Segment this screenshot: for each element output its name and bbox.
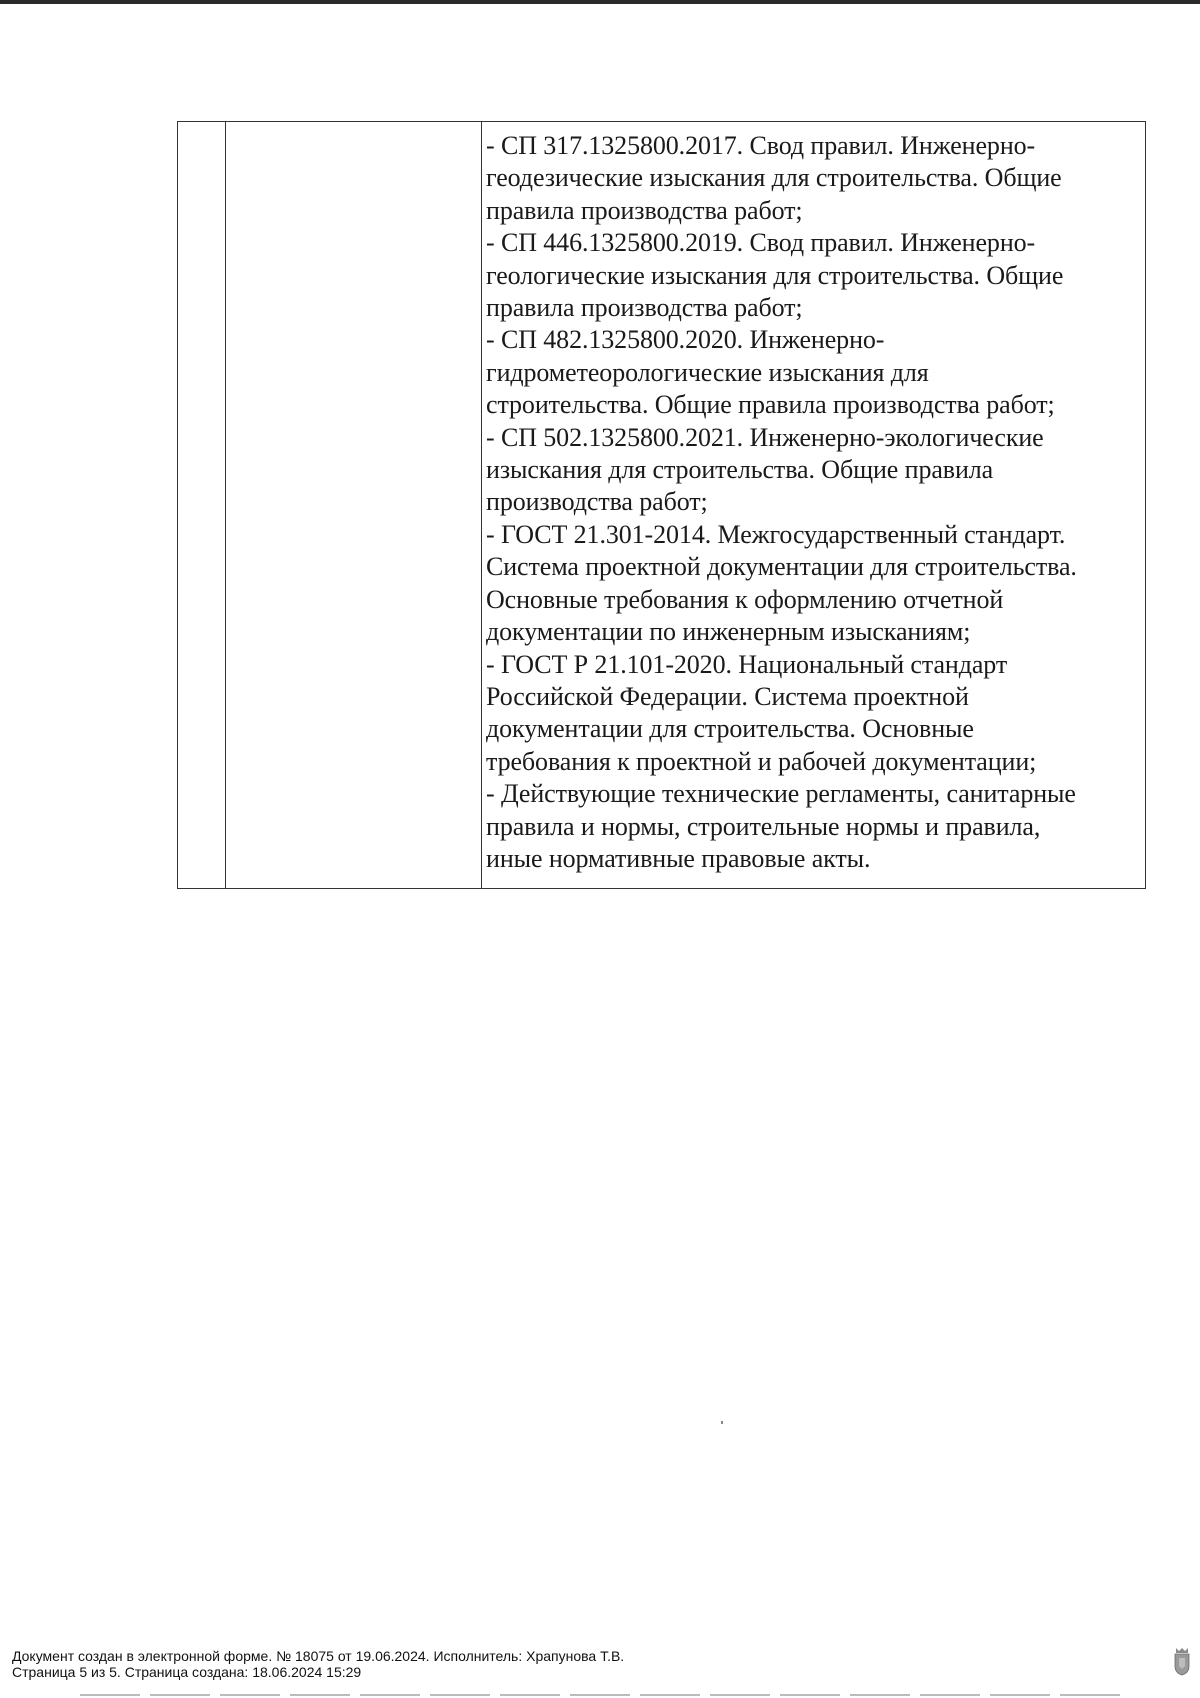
text-line: геодезические изыскания для строительства. Общие (486, 163, 1062, 193)
text-line: документации по инженерным изысканиям; (486, 617, 971, 647)
text-line: - ГОСТ Р 21.101-2020. Национальный стандарт (486, 649, 1008, 679)
text-line: - СП 482.1325800.2020. Инженерно- (486, 325, 885, 355)
text-line: правила производства работ; (486, 293, 803, 323)
text-line: Российской Федерации. Система проектной (486, 681, 969, 711)
text-line: Основные требования к оформлению отчетной (486, 584, 1004, 614)
scan-speck (721, 1421, 723, 1424)
text-line: геологические изыскания для строительства. Общие (486, 260, 1064, 290)
text-line: гидрометеорологические изыскания для (486, 357, 929, 387)
table-column-divider-1 (225, 122, 226, 888)
text-line: - СП 317.1325800.2017. Свод правил. Инженерно- (486, 131, 1036, 160)
text-line: правила и нормы, строительные нормы и правила, (486, 811, 1041, 841)
scan-bottom-edge (80, 1694, 1120, 1696)
text-line: иные нормативные правовые акты. (486, 843, 871, 873)
text-line: Система проектной документации для строительства. (486, 552, 1077, 582)
footer-line-document-info: Документ создан в электронной форме. № 18075 от 19.06.2024. Исполнитель: Храпунова Т.В. (12, 1648, 625, 1664)
text-line: требования к проектной и рабочей документации; (486, 746, 1037, 776)
text-line: - СП 446.1325800.2019. Свод правил. Инженерно- (486, 228, 1036, 258)
coat-of-arms-icon (1173, 1646, 1191, 1676)
text-line: - ГОСТ 21.301-2014. Межгосударственный стандарт. (486, 519, 1066, 549)
text-line: строительства. Общие правила производства работ; (486, 390, 1055, 420)
text-line: правила производства работ; (486, 195, 803, 225)
text-line: производства работ; (486, 487, 708, 517)
table-column-divider-2 (481, 122, 482, 888)
scan-top-edge (0, 0, 1200, 4)
footer-line-page-info: Страница 5 из 5. Страница создана: 18.06.2024 15:29 (12, 1664, 362, 1680)
document-footer (12, 1648, 624, 1680)
normative-documents-cell (486, 130, 1142, 875)
text-line: - Действующие технические регламенты, санитарные (486, 779, 1076, 809)
text-line: документации для строительства. Основные (486, 714, 974, 744)
requirements-table (177, 121, 1146, 889)
text-line: изыскания для строительства. Общие правила (486, 455, 994, 485)
text-line: - СП 502.1325800.2021. Инженерно-экологические (486, 422, 1044, 452)
